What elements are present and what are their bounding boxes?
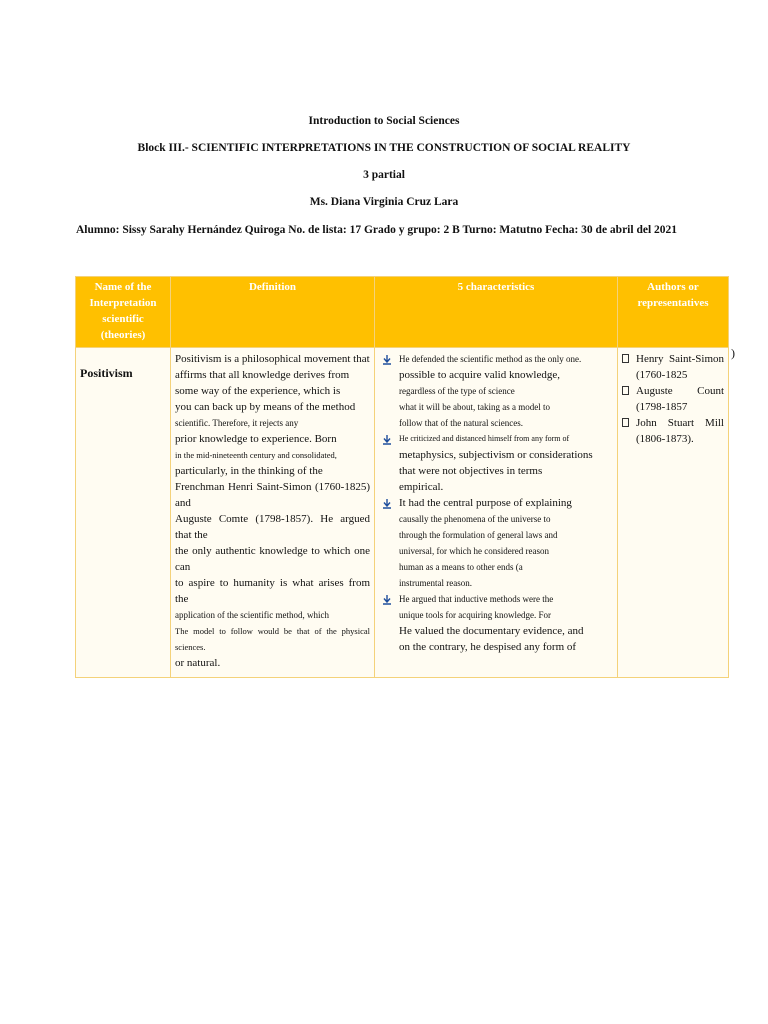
list-item [379, 495, 613, 591]
characteristic-line: He argued that inductive methods were the [399, 594, 554, 604]
definition-line: to aspire to humanity is what arises from the [175, 577, 370, 605]
characteristic-line: that were not objectives in terms [399, 465, 543, 477]
checkbox-glyph-icon [622, 386, 629, 395]
characteristic-line: through the formulation of general laws and [399, 530, 558, 540]
student-info: Alumno: Sissy Sarahy Hernández Quiroga No. de lista: 17 Grado y grupo: 2 B Turno: Matutno Fecha: 30 de abril del 2021 [76, 224, 678, 236]
block-title: Block III.- SCIENTIFIC INTERPRETATIONS IN THE CONSTRUCTION OF SOCIAL REALITY [137, 142, 631, 154]
characteristic-line: He valued the documentary evidence, and [399, 625, 584, 637]
definition-line: you can back up by means of the method [175, 401, 356, 413]
characteristics-cell [375, 348, 618, 678]
theories-table [75, 276, 729, 678]
definition-line: application of the scientific method, which [175, 610, 329, 620]
header-authors: Authors or representatives [618, 277, 729, 348]
characteristic-line: He defended the scientific method as the only one. [399, 354, 582, 364]
table-row [76, 348, 729, 678]
authors-cell [618, 348, 729, 678]
checkbox-glyph-icon [622, 354, 629, 363]
checkbox-glyph-icon [622, 418, 629, 427]
teacher-name: Ms. Diana Virginia Cruz Lara [309, 196, 459, 208]
stray-parenthesis: ) [731, 346, 735, 360]
list-item [622, 383, 724, 415]
arrow-bullet-icon [382, 499, 392, 509]
characteristic-line: empirical. [399, 481, 444, 493]
arrow-bullet-icon [382, 435, 392, 445]
characteristic-line: causally the phenomena of the universe to [399, 514, 551, 524]
characteristic-line: possible to acquire valid knowledge, [399, 369, 560, 381]
definition-line: scientific. Therefore, it rejects any [175, 418, 299, 428]
definition-cell [171, 348, 375, 678]
characteristic-line: on the contrary, he despised any form of [399, 641, 577, 653]
course-title: Introduction to Social Sciences [308, 115, 460, 127]
list-item [379, 591, 613, 655]
arrow-bullet-icon [382, 355, 392, 365]
definition-line: Auguste Comte (1798-1857). He argued that the [175, 513, 370, 541]
partial-label: 3 partial [363, 169, 405, 181]
definition-line: the only authentic knowledge to which one can [175, 545, 370, 573]
arrow-bullet-icon [382, 595, 392, 605]
definition-line: Positivism is a philosophical movement that [175, 353, 370, 365]
list-item [379, 351, 613, 431]
characteristic-line: unique tools for acquiring knowledge. For [399, 610, 551, 620]
characteristic-line: universal, for which he considered reason [399, 546, 549, 556]
table-header-row [76, 277, 729, 348]
definition-line: or natural. [175, 657, 221, 669]
author-name: Auguste Count (1798-1857 [636, 385, 724, 413]
characteristic-line: regardless of the type of science [399, 386, 515, 396]
definition-line: prior knowledge to experience. Born [175, 433, 337, 445]
characteristic-line: instrumental reason. [399, 578, 472, 588]
characteristic-line: follow that of the natural sciences. [399, 418, 523, 428]
author-name: Henry Saint-Simon (1760-1825 [636, 353, 724, 381]
characteristic-line: It had the central purpose of explaining [399, 497, 572, 509]
definition-line: The model to follow would be that of the physical sciences. [175, 626, 370, 652]
author-name: John Stuart Mill (1806-1873). [636, 417, 724, 445]
header-characteristics: 5 characteristics [375, 277, 618, 348]
characteristic-line: metaphysics, subjectivism or considerations [399, 449, 593, 461]
header-name: Name of the Interpretation scientific (theories) [76, 277, 171, 348]
definition-line: particularly, in the thinking of the [175, 465, 323, 477]
header-definition: Definition [171, 277, 375, 348]
characteristic-line: He criticized and distanced himself from any form of [399, 434, 570, 443]
characteristic-line: what it will be about, taking as a model to [399, 402, 550, 412]
list-item [622, 415, 724, 447]
list-item [622, 351, 724, 383]
list-item [379, 431, 613, 495]
definition-line: in the mid-nineteenth century and consolidated, [175, 450, 337, 460]
definition-line: Frenchman Henri Saint-Simon (1760-1825) and [175, 481, 370, 509]
definition-line: some way of the experience, which is [175, 385, 341, 397]
characteristic-line: human as a means to other ends (a [399, 562, 523, 572]
theory-name: Positivism [76, 348, 171, 678]
definition-line: affirms that all knowledge derives from [175, 369, 350, 381]
